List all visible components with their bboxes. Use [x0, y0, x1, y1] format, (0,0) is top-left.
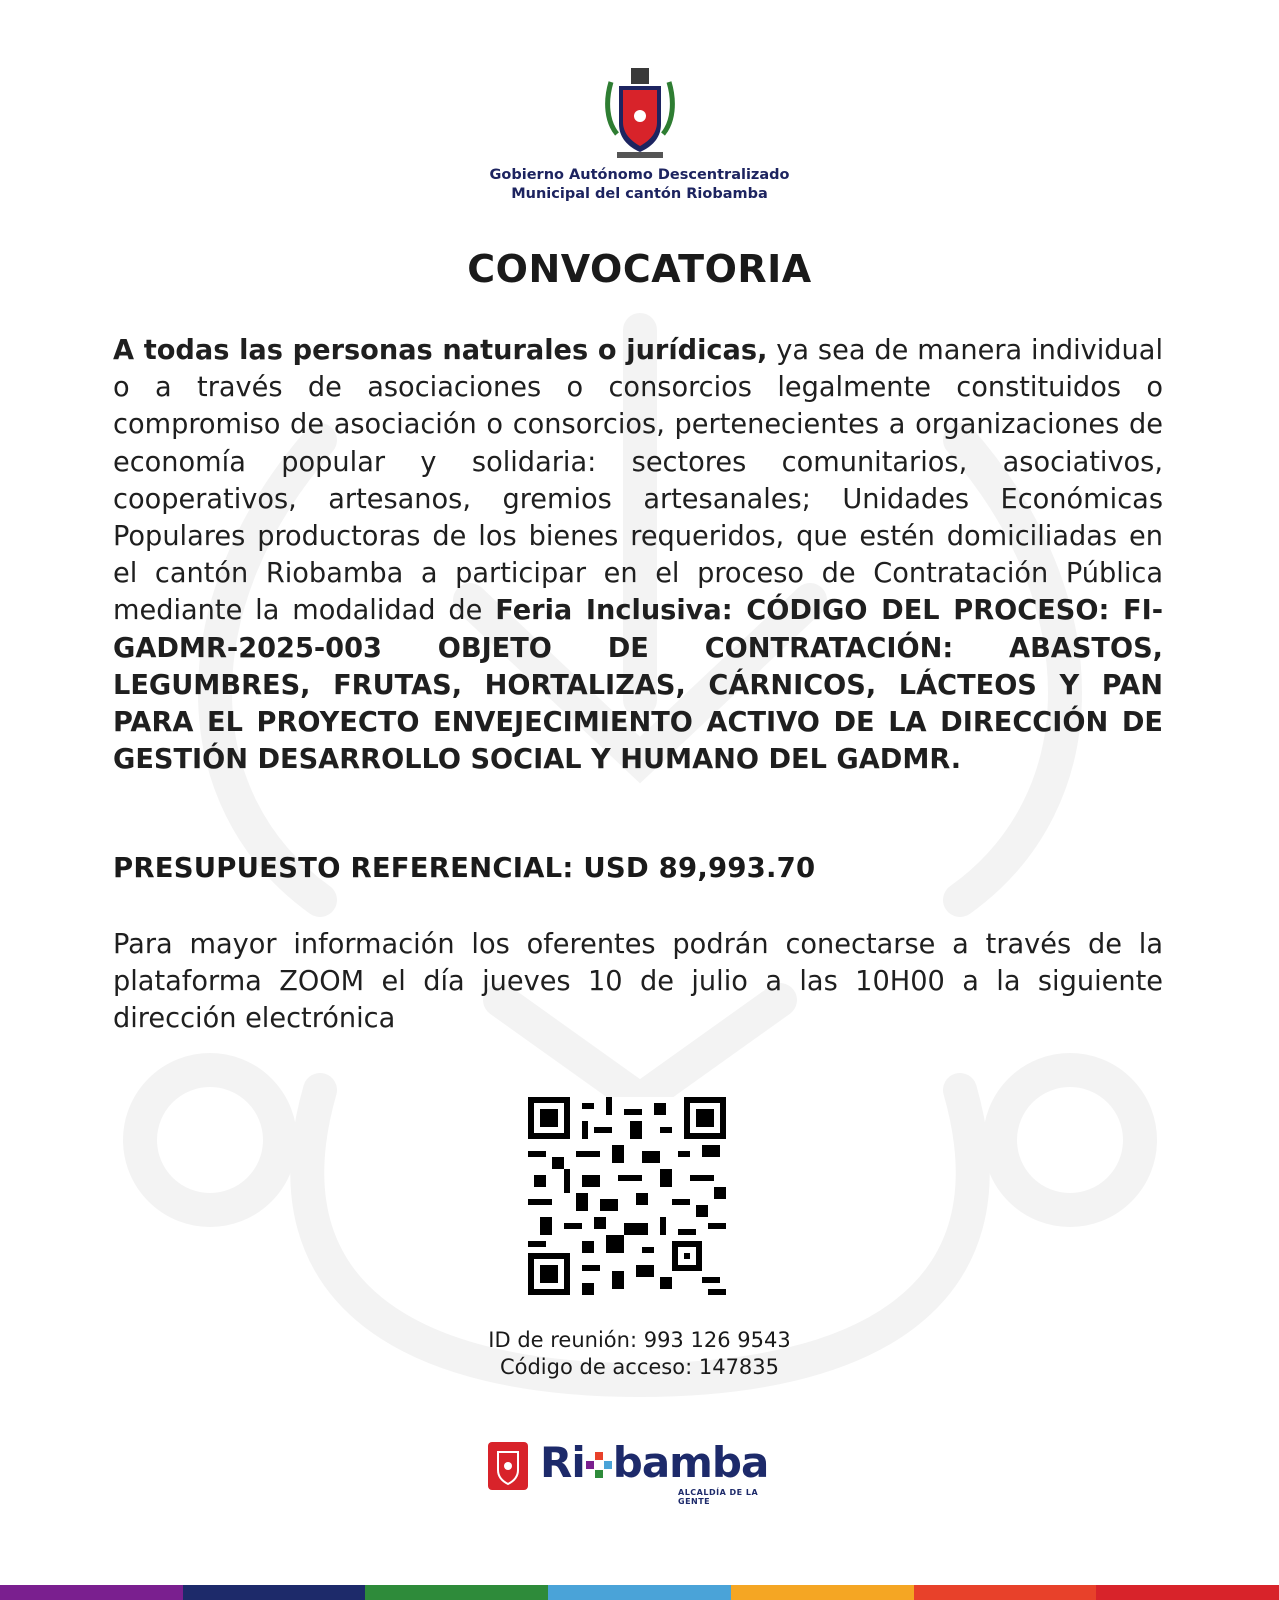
stripe	[183, 1585, 366, 1600]
institution-line-1: Gobierno Autónomo Descentralizado	[489, 167, 790, 183]
coat-of-arms-icon	[603, 62, 677, 162]
call-body-paragraph	[113, 332, 1163, 778]
modality-bold: Feria Inclusiva: CÓDIGO DEL PROCESO: FI-GADMR-2025-003 OBJETO DE CONTRATACIÓN: ABASTOS, LEGUMBRES, FRUTAS, HORTALIZAS, CÁRNICOS, LÁCTEOS Y PAN PARA EL PROYECTO ENVEJECIMIENTO ACTIVO DE LA DIRECCIÓN DE GESTIÓN DESARROLLO SOCIAL Y HUMANO DEL GADMR.	[113, 595, 1164, 776]
info-paragraph: Para mayor información los oferentes podrán conectarse a través de la plataforma ZOOM el día jueves 10 de julio a las 10H00 a la siguiente dirección electrónica	[113, 929, 1163, 1035]
stripe	[731, 1585, 914, 1600]
brand-name-end: bamba	[612, 1438, 769, 1487]
intro-text: ya sea de manera individual o a través de asociaciones o consorcios legalmente constituidos o compromiso de asociación o consorcios, pertenecientes a organizaciones de economía popular y solidaria: sectores comunitarios, asociativos, cooperativos, artesanos, gremios artesanales; Unidades Económicas Populares productoras de los bienes requeridos, que estén domiciliadas en el cantón Riobamba a participar en el proceso de Contratación Pública mediante la modalidad de	[113, 335, 1163, 627]
institution-line-2: Municipal del cantón Riobamba	[511, 186, 768, 202]
meeting-access-code: Código de acceso: 147835	[499, 1355, 780, 1379]
qr-code[interactable]	[528, 1097, 726, 1295]
brand-name-start: Ri	[540, 1438, 585, 1487]
meeting-info	[0, 1327, 1279, 1381]
budget-line: PRESUPUESTO REFERENCIAL: USD 89,993.70	[113, 852, 816, 884]
brand-tagline: ALCALDÍA DE LA GENTE	[678, 1488, 759, 1506]
stripe	[0, 1585, 183, 1600]
page-title: CONVOCATORIA	[467, 247, 812, 291]
meeting-id: ID de reunión: 993 126 9543	[488, 1328, 791, 1352]
brand-name	[540, 1438, 768, 1487]
brand-color-mark-icon	[586, 1439, 612, 1465]
brand-logo	[488, 1438, 788, 1506]
header	[0, 62, 1279, 204]
stripe	[1096, 1585, 1279, 1600]
stripe	[365, 1585, 548, 1600]
stripe	[914, 1585, 1097, 1600]
stripe	[548, 1585, 731, 1600]
intro-bold: A todas las personas naturales o jurídicas,	[113, 335, 768, 366]
color-stripes	[0, 1585, 1279, 1600]
municipal-seal-icon	[488, 1442, 528, 1490]
